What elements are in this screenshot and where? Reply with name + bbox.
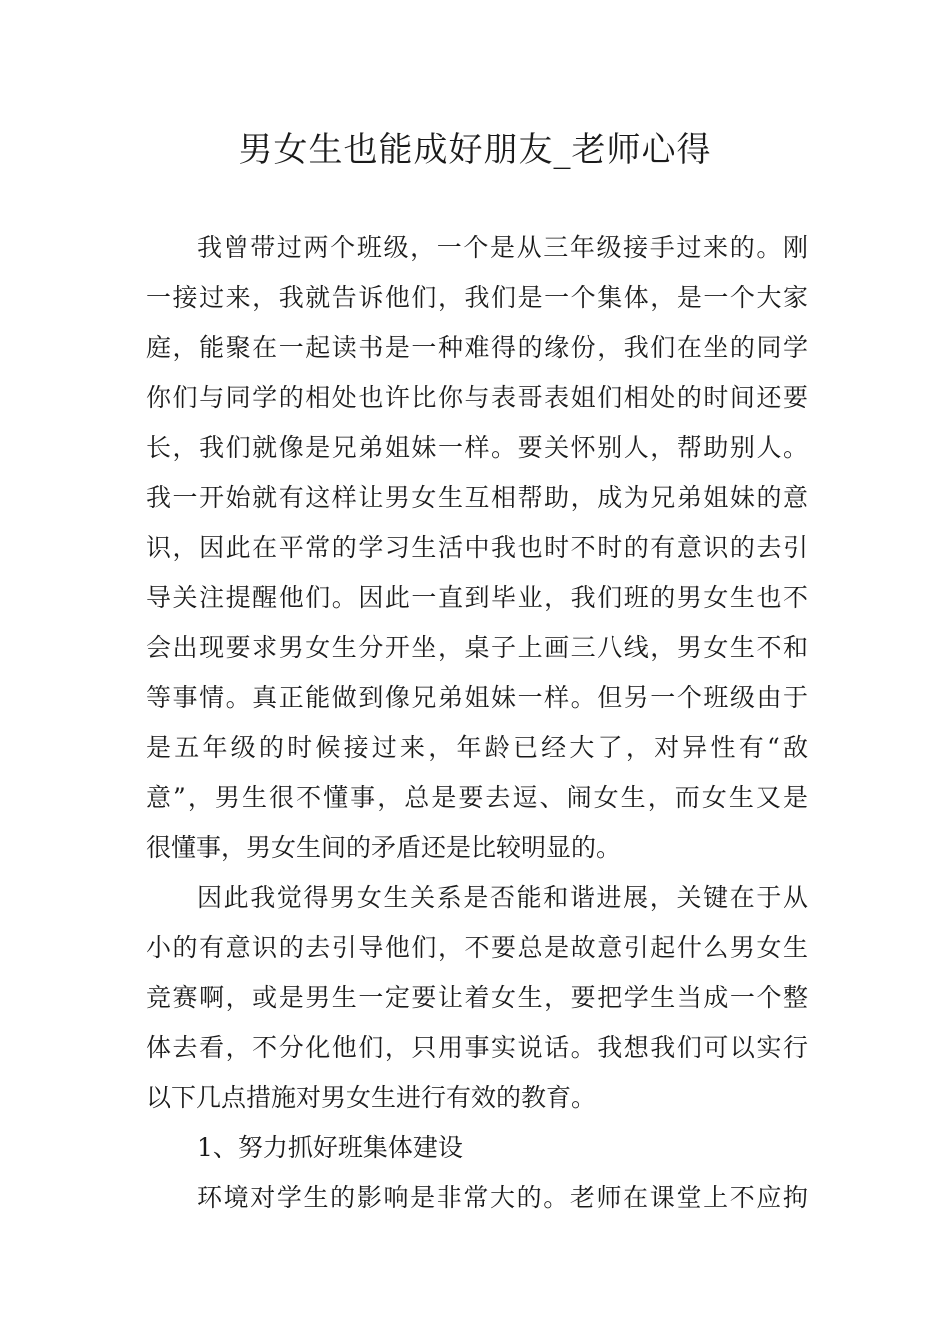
paragraph-line: 会出现要求男女生分开坐，桌子上画三八线，男女生不和 (146, 633, 808, 662)
paragraph-line: 很懂事，男女生间的矛盾还是比较明显的。 (146, 833, 622, 862)
paragraph-line: 是五年级的时候接过来，年龄已经大了，对异性有“敌 (146, 733, 808, 762)
paragraph-line: 长，我们就像是兄弟姐妹一样。要关怀别人，帮助别人。 (146, 433, 808, 462)
section-heading: 1、努力抓好班集体建设 (197, 1133, 463, 1162)
document-title: 男女生也能成好朋友_老师心得 (238, 130, 712, 170)
paragraph-line: 以下几点措施对男女生进行有效的教育。 (146, 1083, 597, 1112)
paragraph-line: 意”，男生很不懂事，总是要去逗、闹女生，而女生又是 (146, 783, 808, 812)
paragraph-line: 导关注提醒他们。因此一直到毕业，我们班的男女生也不 (146, 583, 808, 612)
paragraph-line: 我曾带过两个班级，一个是从三年级接手过来的。刚 (197, 233, 808, 262)
paragraph-line: 竞赛啊，或是男生一定要让着女生，要把学生当成一个整 (146, 983, 808, 1012)
paragraph-line: 因此我觉得男女生关系是否能和谐进展，关键在于从 (197, 883, 808, 912)
paragraph-line: 小的有意识的去引导他们，不要总是故意引起什么男女生 (146, 933, 808, 962)
paragraph-line: 我一开始就有这样让男女生互相帮助，成为兄弟姐妹的意 (146, 483, 808, 512)
paragraph-line: 体去看，不分化他们，只用事实说话。我想我们可以实行 (146, 1033, 808, 1062)
paragraph-line: 识，因此在平常的学习生活中我也时不时的有意识的去引 (146, 533, 808, 562)
paragraph-line: 庭，能聚在一起读书是一种难得的缘份，我们在坐的同学 (146, 333, 808, 362)
paragraph-line: 等事情。真正能做到像兄弟姐妹一样。但另一个班级由于 (146, 683, 808, 712)
document-body (146, 223, 808, 1223)
paragraph-line: 你们与同学的相处也许比你与表哥表姐们相处的时间还要 (146, 383, 808, 412)
paragraph-line: 一接过来，我就告诉他们，我们是一个集体，是一个大家 (146, 283, 808, 312)
paragraph-line: 环境对学生的影响是非常大的。老师在课堂上不应拘 (197, 1183, 808, 1212)
